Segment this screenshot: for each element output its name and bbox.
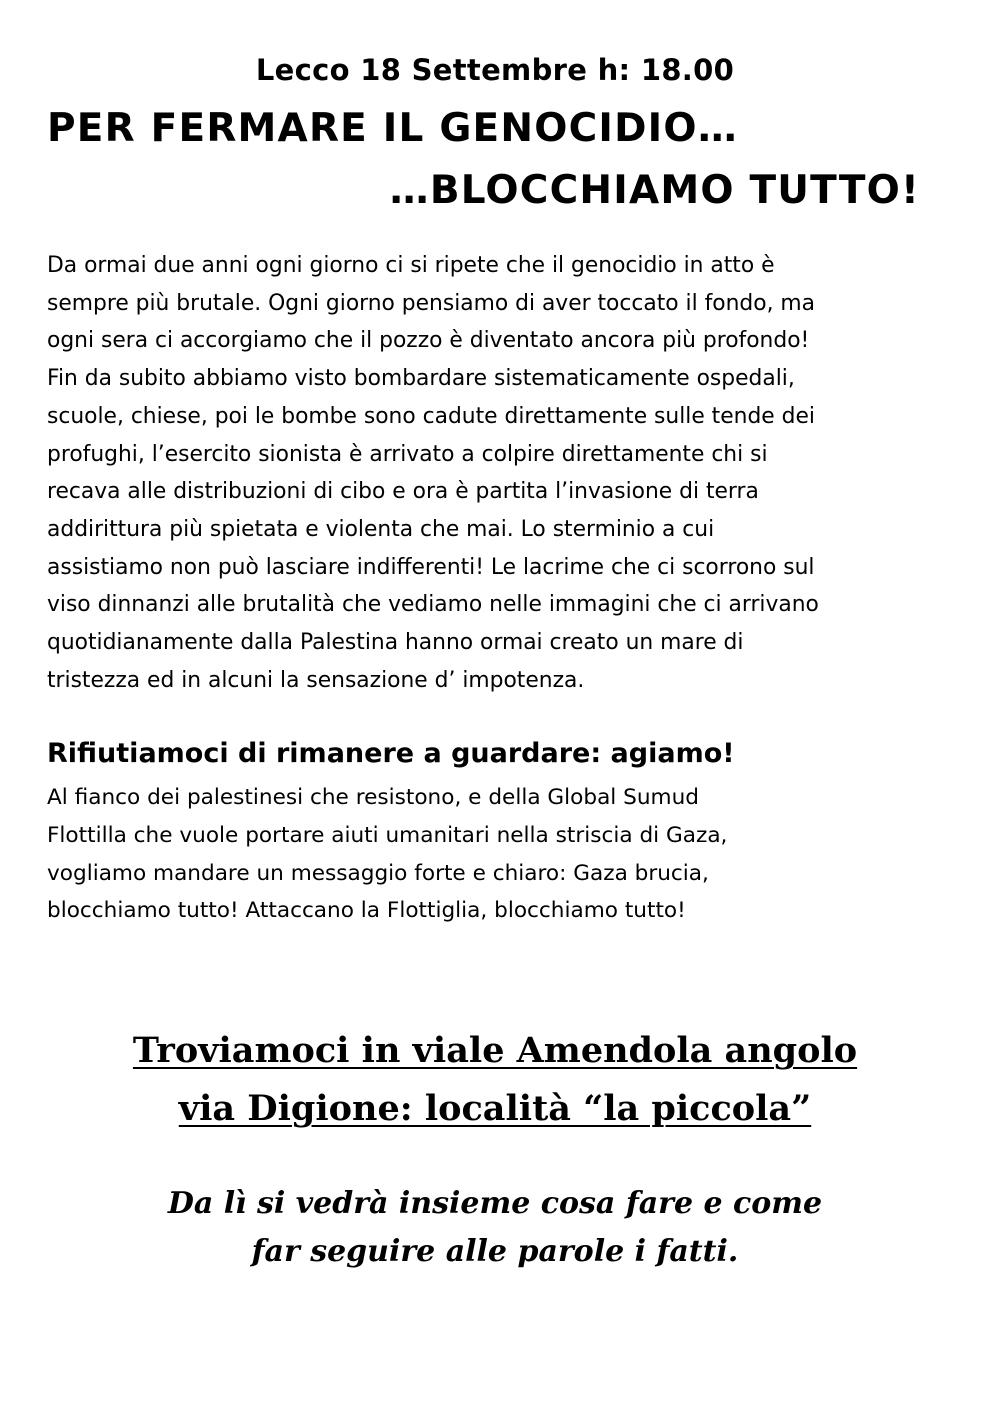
call-line: Al fianco dei palestinesi che resistono, e della Global Sumud <box>47 785 699 810</box>
call-line: vogliamo mandare un messaggio forte e chiaro: Gaza brucia, <box>47 860 709 886</box>
intro-line: quotidianamente dalla Palestina hanno ormai creato un mare di <box>47 630 744 656</box>
intro-line: recava alle distribuzioni di cibo e ora è partita l’invasione di terra <box>47 479 759 505</box>
call-to-action-heading: Rifiutiamoci di rimanere a guardare: agiamo! <box>47 738 735 769</box>
headline-line-1: PER FERMARE IL GENOCIDIO… <box>47 106 738 151</box>
intro-line: Fin da subito abbiamo visto bombardare sistematicamente ospedali, <box>47 366 795 392</box>
closing-line-2: far seguire alle parole i fatti. <box>251 1234 739 1269</box>
call-line: blocchiamo tutto! Attaccano la Flottiglia, blocchiamo tutto! <box>47 898 686 924</box>
intro-line: scuole, chiese, poi le bombe sono cadute direttamente sulle tende dei <box>47 403 815 429</box>
closing-statement <box>0 1180 990 1276</box>
call-to-action-paragraph <box>47 779 947 930</box>
intro-line: tristezza ed in alcuni la sensazione d’ impotenza. <box>47 667 585 693</box>
location-line-1: Troviamoci in viale Amendola angolo <box>132 1030 858 1071</box>
intro-line: ogni sera ci accorgiamo che il pozzo è diventato ancora più profondo! <box>47 328 810 354</box>
intro-line: assistiamo non può lasciare indifferenti! Le lacrime che ci scorrono sul <box>47 554 815 580</box>
intro-line: addirittura più spietata e violenta che mai. Lo sterminio a cui <box>47 516 715 542</box>
event-date-time: Lecco 18 Settembre h: 18.00 <box>255 53 735 87</box>
closing-line-1: Da lì si vedrà insieme cosa fare e come <box>167 1186 823 1221</box>
headline-line-2: …BLOCCHIAMO TUTTO! <box>389 168 920 213</box>
intro-line: Da ormai due anni ogni giorno ci si ripete che il genocidio in atto è <box>47 253 775 278</box>
meeting-location <box>0 1022 990 1138</box>
intro-line: sempre più brutale. Ogni giorno pensiamo di aver toccato il fondo, ma <box>47 290 816 316</box>
intro-line: viso dinnanzi alle brutalità che vediamo nelle immagini che ci arrivano <box>47 592 819 618</box>
location-line-2: via Digione: località “la piccola” <box>178 1088 812 1129</box>
call-line: Flottilla che vuole portare aiuti umanitari nella striscia di Gaza, <box>47 822 728 848</box>
intro-line: profughi, l’esercito sionista è arrivato a colpire direttamente chi si <box>47 441 768 467</box>
intro-paragraph <box>47 247 947 699</box>
